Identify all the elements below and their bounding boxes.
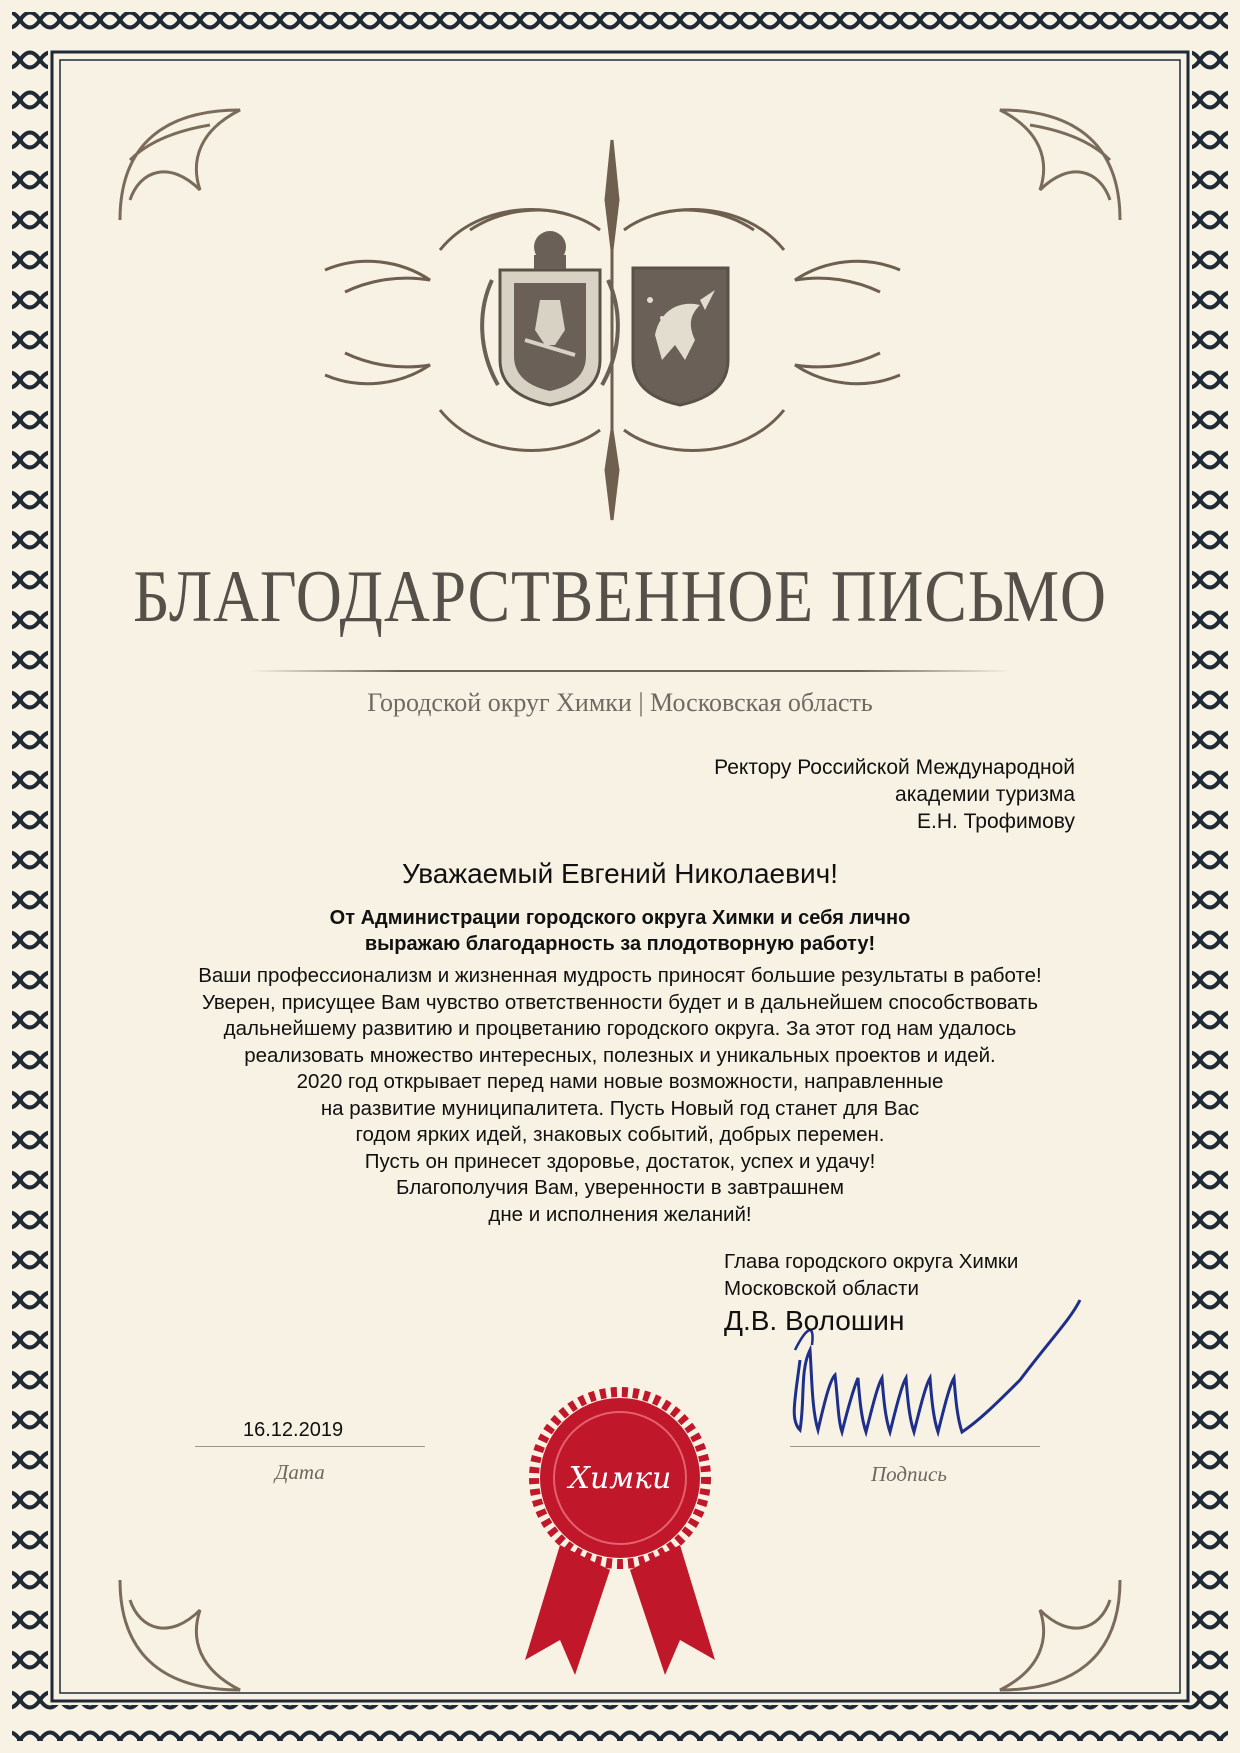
- title-divider: [250, 670, 1010, 672]
- seal-text-layer: [540, 1440, 700, 1520]
- salutation: Уважаемый Евгений Николаевич!: [401, 858, 838, 889]
- body-line: Пусть он принесет здоровье, достаток, успех и удачу!: [364, 1149, 876, 1173]
- signer-name: Д.В. Волошин: [724, 1305, 905, 1336]
- body-line: 2020 год открывает перед нами новые возможности, направленные: [296, 1070, 944, 1093]
- signature-line: [790, 1446, 1040, 1447]
- red-seal-icon: [525, 1392, 715, 1675]
- date-line: [195, 1446, 425, 1447]
- document-subtitle: Городской округ Химки | Московская область: [367, 688, 873, 717]
- body-line: реализовать множество интересных, полезных и уникальных проектов и идей.: [244, 1043, 996, 1067]
- date-value: 16.12.2019: [243, 1419, 344, 1441]
- signer-position: [724, 1248, 1018, 1302]
- document-title: БЛАГОДАРСТВЕННОЕ ПИСЬМО: [133, 556, 1107, 638]
- seal-text: Химки: [568, 1461, 672, 1496]
- thanks-line: От Администрации городского округа Химки и себя лично: [329, 907, 911, 929]
- body-line: дне и исполнения желаний!: [488, 1202, 752, 1226]
- signer-line: Глава городского округа Химки: [724, 1250, 1019, 1273]
- letter-body: [0, 963, 1240, 1228]
- body-line: Благополучия Вам, уверенности в завтрашнем: [396, 1176, 844, 1199]
- signer-line: Московской области: [724, 1277, 919, 1300]
- khimki-coat-of-arms-icon: [633, 268, 728, 405]
- signature-label: Подпись: [871, 1462, 947, 1486]
- body-line: на развитие муниципалитета. Пусть Новый год станет для Вас: [320, 1096, 920, 1120]
- body-line: годом ярких идей, знаковых событий, добрых перемен.: [355, 1123, 885, 1146]
- body-line: дальнейшему развитию и процветанию городского округа. За этот год нам удалось: [223, 1017, 1017, 1040]
- thanks-block: [0, 905, 1240, 957]
- recipient-line: Ректору Российской Международной: [714, 756, 1075, 779]
- body-line: Ваши профессионализм и жизненная мудрость приносят большие результаты в работе!: [198, 964, 1042, 987]
- date-label: Дата: [275, 1460, 325, 1484]
- recipient-line: академии туризма: [895, 783, 1075, 806]
- crest-ornament-icon: [325, 140, 900, 520]
- thanks-line: выражаю благодарность за плодотворную работу!: [364, 933, 876, 955]
- moscow-oblast-coat-of-arms-icon: [482, 231, 618, 405]
- recipient-line: Е.Н. Трофимову: [916, 810, 1075, 833]
- body-line: Уверен, присущее Вам чувство ответственности будет и в дальнейшем способствовать: [202, 990, 1038, 1014]
- recipient-block: [714, 754, 1075, 835]
